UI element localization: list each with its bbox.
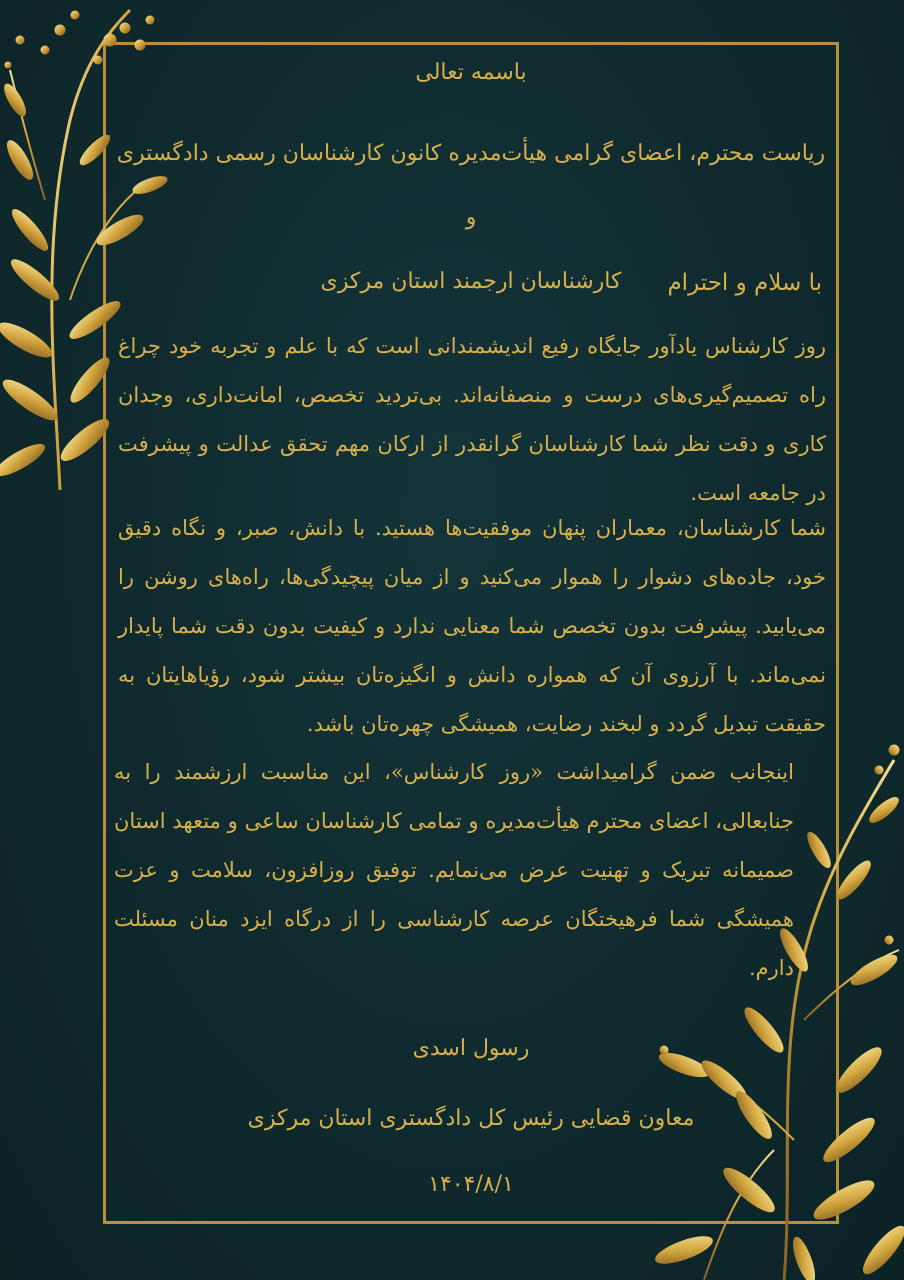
addressee-line-2: کارشناسان ارجمند استان مرکزی [320,269,622,294]
greeting: با سلام و احترام [667,270,822,296]
paragraph-1: روز کارشناس یادآور جایگاه رفیع اندیشمندانی است که با علم و تجربه خود چراغ راه تصمیم‌گیری‌های درست و منصفانه‌اند. بی‌تردید تخصص، امانت‌داری، وجدان کاری و دقت نظر شما کارشناسان گرانقدر از ارکان مهم تحقق عدالت و پیشرفت در جامعه است. [118,334,826,505]
bismillah-heading: باسمه تعالی [415,60,527,85]
signer-title: معاون قضایی رئیس کل دادگستری استان مرکزی [247,1106,695,1131]
addressee-line-1: ریاست محترم، اعضای گرامی هیأت‌مدیره کانون کارشناسان رسمی دادگستری و [116,141,826,230]
letter-date: ۱۴۰۴/۸/۱ [428,1172,514,1197]
paragraph-3: اینجانب ضمن گرامیداشت «روز کارشناس»، این مناسبت ارزشمند را به جنابعالی، اعضای محترم هیأت‌مدیره و تمامی کارشناسان ساعی و متعهد استان صمیمانه تبریک و تهنیت عرض می‌نمایم. توفیق روزافزون، سلامت و عزت همیشگی شما فرهیختگان عرصه کارشناسی را از درگاه ایزد منان مسئلت دارم. [114,760,794,980]
paragraph-2: شما کارشناسان، معماران پنهان موفقیت‌ها هستید. با دانش، صبر، و نگاه دقیق خود، جاده‌های دشوار را هموار می‌کنید و از میان پیچیدگی‌ها، راه‌های روشن را می‌یابید. پیشرفت بدون تخصص شما معنایی ندارد و کیفیت بدون دقت شما پایدار نمی‌ماند. با آرزوی آن که همواره دانش و انگیزه‌تان بیشتر شود، رؤیاهایتان به حقیقت تبدیل گردد و لبخند رضایت، همیشگی چهره‌تان باشد. [118,516,826,736]
signer-name: رسول اسدی [412,1036,530,1061]
